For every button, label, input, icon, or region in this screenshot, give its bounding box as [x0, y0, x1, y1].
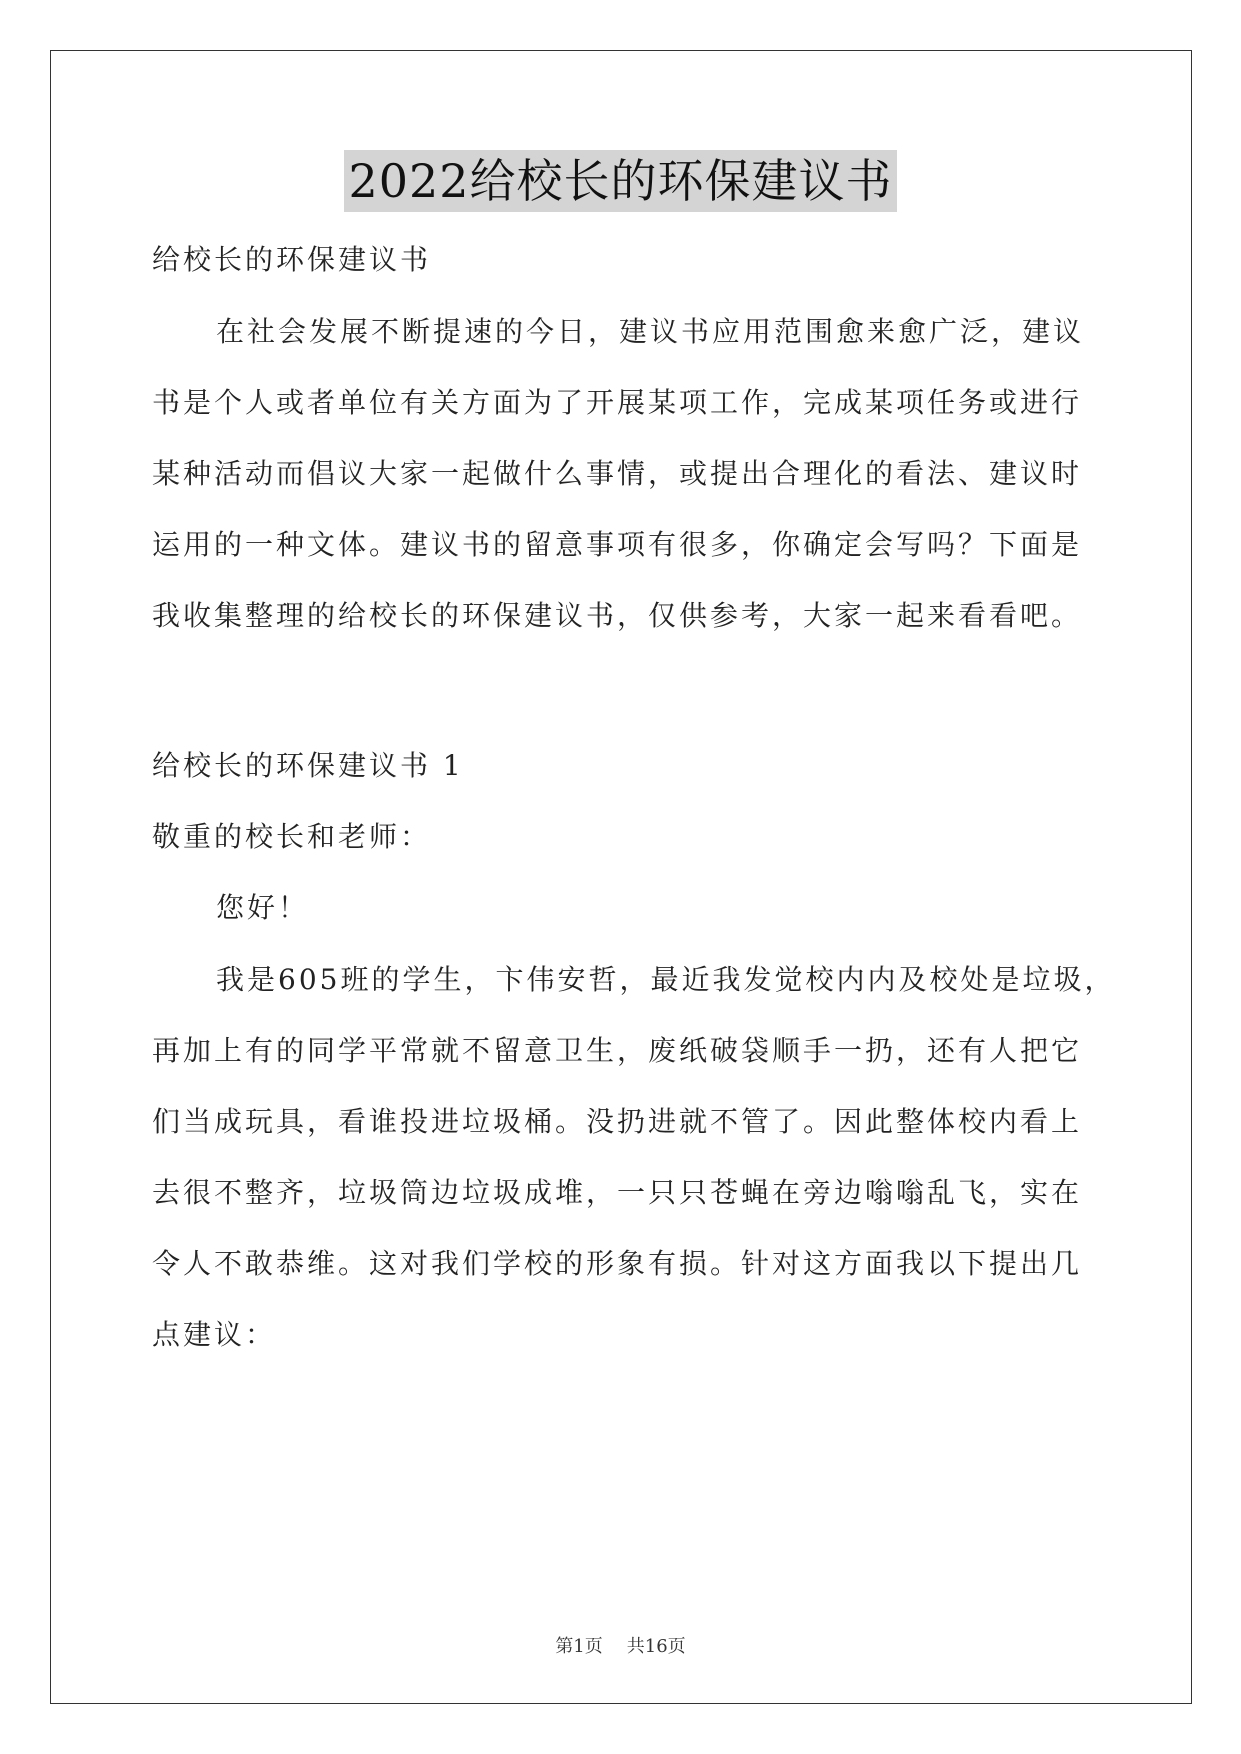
body-line: 点建议：: [152, 1318, 277, 1351]
page-footer: [0, 1632, 1241, 1658]
page-total: 共16页: [626, 1636, 686, 1657]
salutation: 敬重的校长和老师：: [152, 820, 432, 853]
body-line: 令人不敢恭维。这对我们学校的形象有损。针对这方面我以下提出几: [152, 1247, 1083, 1280]
page-number: 第1页: [555, 1636, 603, 1657]
intro-heading: 给校长的环保建议书: [152, 243, 432, 276]
section-heading: 给校长的环保建议书 1: [152, 749, 464, 782]
intro-line: 我收集整理的给校长的环保建议书，仅供参考，大家一起来看看吧。: [152, 599, 1083, 632]
body-line: 们当成玩具，看谁投进垃圾桶。没扔进就不管了。因此整体校内看上: [152, 1105, 1083, 1138]
intro-line: 书是个人或者单位有关方面为了开展某项工作，完成某项任务或进行: [152, 386, 1083, 419]
intro-line: 在社会发展不断提速的今日，建议书应用范围愈来愈广泛，建议: [216, 315, 1085, 348]
title-container: [0, 150, 1241, 212]
greeting: 您好！: [216, 891, 310, 924]
document-title: 2022给校长的环保建议书: [344, 150, 896, 212]
intro-line: 某种活动而倡议大家一起做什么事情，或提出合理化的看法、建议时: [152, 457, 1083, 490]
body-line: 再加上有的同学平常就不留意卫生，废纸破袋顺手一扔，还有人把它: [152, 1034, 1083, 1067]
body-line: 去很不整齐，垃圾筒边垃圾成堆，一只只苍蝇在旁边嗡嗡乱飞，实在: [152, 1176, 1083, 1209]
intro-line: 运用的一种文体。建议书的留意事项有很多，你确定会写吗？下面是: [152, 528, 1083, 561]
page-border: [50, 50, 1192, 1704]
body-line: 我是605班的学生，卞伟安哲，最近我发觉校内内及校处是垃圾，: [216, 963, 1116, 996]
